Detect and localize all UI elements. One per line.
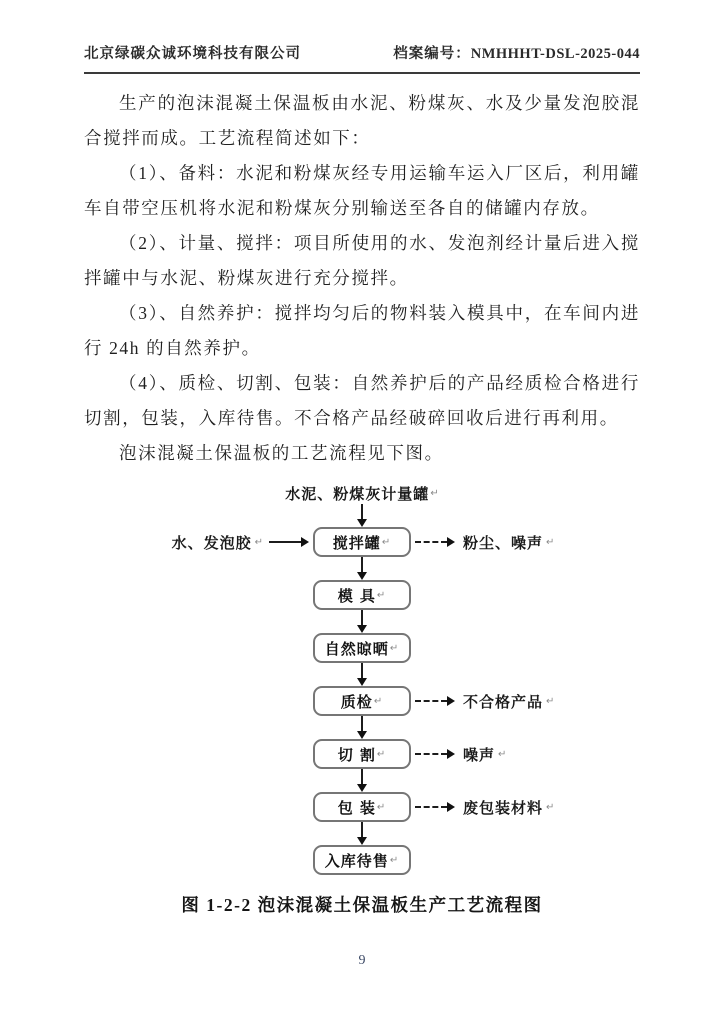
flowchart-node-natural-drying — [313, 633, 411, 663]
node-label: 模 具 — [337, 586, 376, 605]
return-mark-icon: ↵ — [373, 695, 384, 707]
body-text — [84, 86, 640, 471]
dashed-right-arrow-icon — [415, 749, 455, 759]
flowchart-row-cutting — [84, 739, 640, 769]
right-arrow-icon — [269, 537, 309, 547]
archive-code: NMHHHT-DSL-2025-044 — [470, 46, 640, 62]
return-mark-icon: ↵ — [546, 801, 555, 813]
input-annotation — [172, 532, 311, 553]
input-label: 水、发泡胶 — [171, 533, 252, 552]
return-mark-icon: ↵ — [381, 536, 392, 548]
node-label: 入库待售 — [324, 851, 389, 870]
paragraph-step2: （2）、计量、搅拌：项目所使用的水、发泡剂经计量后进入搅拌罐中与水泥、粉煤灰进行充分搅拌。 — [84, 233, 640, 288]
return-mark-icon: ↵ — [376, 748, 387, 760]
reject-annotation — [413, 691, 554, 712]
source-label: 水泥、粉煤灰计量罐 — [285, 485, 430, 503]
figure-caption: 图 1-2-2 泡沫混凝土保温板生产工艺流程图 — [181, 895, 543, 915]
reject-label: 不合格产品 — [463, 692, 544, 711]
company-name: 北京绿碳众诚环境科技有限公司 — [84, 46, 301, 62]
flowchart-row-inspection — [84, 686, 640, 716]
flowchart-source-row — [84, 483, 640, 504]
flowchart-node-packaging — [313, 792, 411, 822]
flowchart-node-quality-inspection — [313, 686, 411, 716]
dashed-right-arrow-icon — [415, 802, 455, 812]
process-flowchart — [84, 483, 640, 875]
down-arrow-icon — [357, 769, 367, 792]
node-label: 搅拌罐 — [332, 533, 381, 552]
archive-number — [393, 42, 640, 63]
archive-label: 档案编号： — [393, 46, 471, 62]
return-mark-icon: ↵ — [376, 801, 387, 813]
noise-label: 噪声 — [463, 745, 496, 764]
node-label: 包 装 — [337, 798, 376, 817]
flowchart-row-mixing — [84, 527, 640, 557]
down-arrow-icon — [357, 557, 367, 580]
flowchart-row-mold — [84, 580, 640, 610]
return-mark-icon: ↵ — [376, 589, 387, 601]
flowchart-node-mixing-tank — [313, 527, 411, 557]
flowchart-node-mold — [313, 580, 411, 610]
down-arrow-icon — [357, 504, 367, 527]
return-mark-icon: ↵ — [389, 642, 400, 654]
waste-annotation — [413, 797, 554, 818]
node-label: 自然晾晒 — [324, 639, 389, 658]
noise-annotation — [413, 744, 506, 765]
down-arrow-icon — [357, 822, 367, 845]
down-arrow-icon — [357, 716, 367, 739]
node-label: 质检 — [340, 692, 373, 711]
flowchart-row-packaging — [84, 792, 640, 822]
paragraph-outro: 泡沫混凝土保温板的工艺流程见下图。 — [119, 443, 444, 463]
down-arrow-icon — [357, 663, 367, 686]
node-label: 切 割 — [337, 745, 376, 764]
dashed-right-arrow-icon — [415, 537, 455, 547]
page-header — [84, 42, 640, 74]
emission-label: 粉尘、噪声 — [463, 533, 544, 552]
return-mark-icon: ↵ — [498, 748, 507, 760]
return-mark-icon: ↵ — [389, 854, 400, 866]
paragraph-step4: （4）、质检、切割、包装：自然养护后的产品经质检合格进行切割，包装，入库待售。不合格产品经破碎回收后进行再利用。 — [84, 373, 640, 428]
emission-annotation — [413, 532, 554, 553]
flowchart-node-cutting — [313, 739, 411, 769]
page-number: 9 — [358, 953, 366, 968]
flowchart-node-storage — [313, 845, 411, 875]
return-mark-icon: ↵ — [430, 488, 439, 499]
paragraph-step1: （1）、备料：水泥和粉煤灰经专用运输车运入厂区后，利用罐车自带空压机将水泥和粉煤灰分别输送至各自的储罐内存放。 — [84, 163, 640, 218]
flowchart-row-storage — [84, 845, 640, 875]
flowchart-row-drying — [84, 633, 640, 663]
paragraph-intro: 生产的泡沫混凝土保温板由水泥、粉煤灰、水及少量发泡胶混合搅拌而成。工艺流程简述如下： — [84, 93, 640, 148]
return-mark-icon: ↵ — [546, 695, 555, 707]
down-arrow-icon — [357, 610, 367, 633]
dashed-right-arrow-icon — [415, 696, 455, 706]
return-mark-icon: ↵ — [546, 536, 555, 548]
paragraph-step3: （3）、自然养护：搅拌均匀后的物料装入模具中，在车间内进行 24h 的自然养护。 — [84, 303, 640, 358]
return-mark-icon: ↵ — [254, 536, 263, 548]
waste-label: 废包装材料 — [463, 798, 544, 817]
